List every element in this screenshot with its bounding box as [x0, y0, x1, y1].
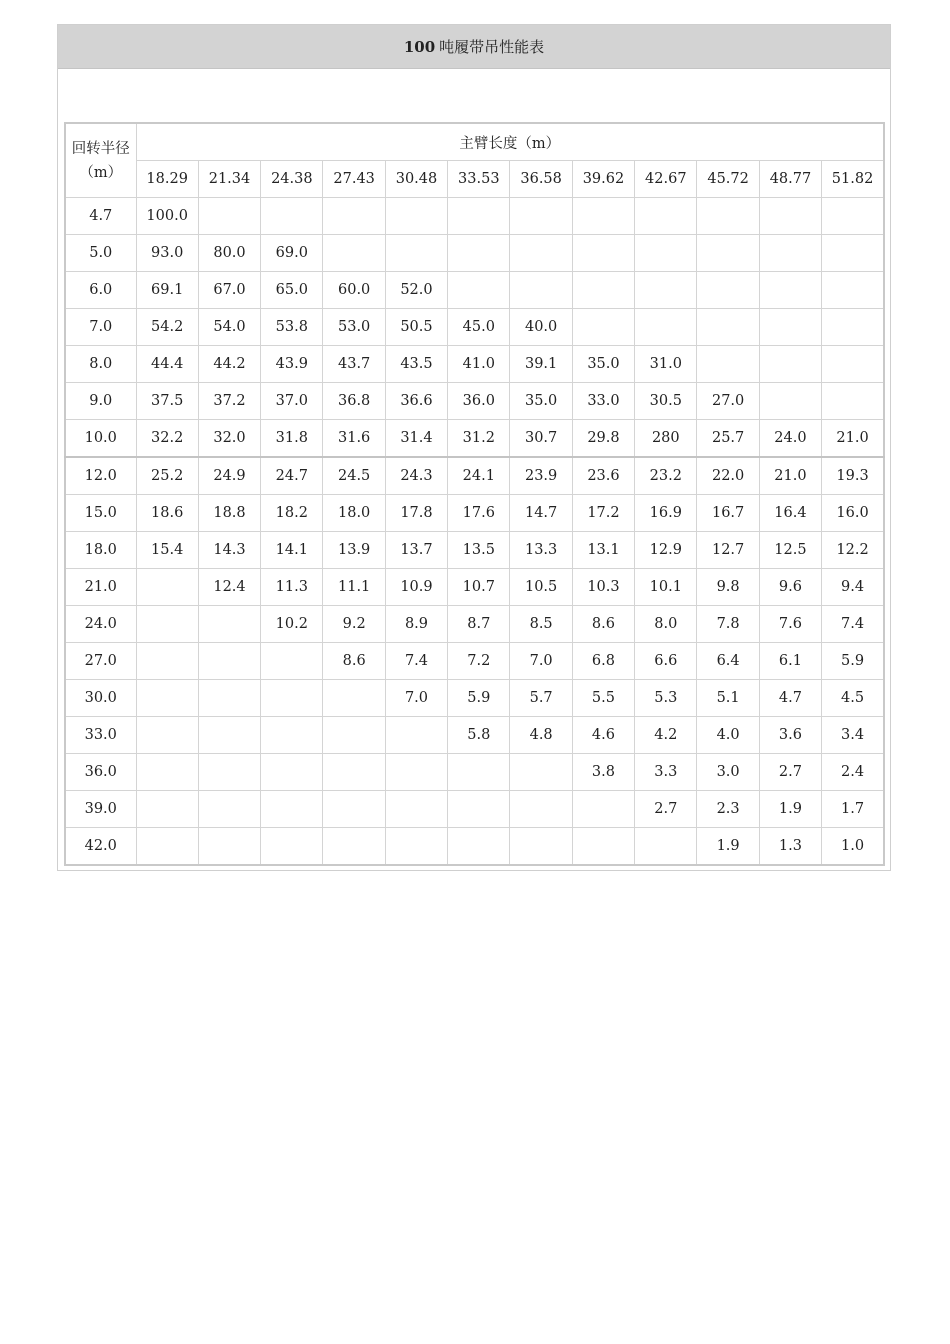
capacity-cell: 37.0	[261, 383, 323, 420]
table-row	[65, 383, 884, 420]
radius-cell: 9.0	[65, 383, 136, 420]
capacity-cell: 3.6	[759, 717, 821, 754]
capacity-cell	[385, 754, 447, 791]
capacity-cell	[572, 309, 634, 346]
capacity-cell	[136, 569, 198, 606]
table-row	[65, 309, 884, 346]
title-tonnage: 100	[403, 37, 436, 56]
radius-cell: 42.0	[65, 828, 136, 866]
radius-cell: 4.7	[65, 198, 136, 235]
capacity-cell: 14.7	[510, 495, 572, 532]
capacity-cell: 37.2	[198, 383, 260, 420]
capacity-cell: 19.3	[822, 457, 884, 495]
table-row	[65, 346, 884, 383]
capacity-cell: 25.2	[136, 457, 198, 495]
capacity-cell: 280	[635, 420, 697, 458]
capacity-cell: 35.0	[572, 346, 634, 383]
capacity-cell	[759, 346, 821, 383]
capacity-cell: 60.0	[323, 272, 385, 309]
capacity-cell	[198, 198, 260, 235]
table-row	[65, 198, 884, 235]
capacity-cell	[635, 198, 697, 235]
radius-cell: 6.0	[65, 272, 136, 309]
capacity-cell	[198, 606, 260, 643]
capacity-cell	[510, 235, 572, 272]
capacity-cell: 44.2	[198, 346, 260, 383]
radius-cell: 7.0	[65, 309, 136, 346]
capacity-cell: 10.5	[510, 569, 572, 606]
capacity-cell: 30.5	[635, 383, 697, 420]
table-row	[65, 680, 884, 717]
capacity-cell	[448, 272, 510, 309]
radius-cell: 36.0	[65, 754, 136, 791]
capacity-cell: 10.9	[385, 569, 447, 606]
radius-cell: 33.0	[65, 717, 136, 754]
capacity-cell	[323, 235, 385, 272]
capacity-cell: 7.0	[510, 643, 572, 680]
capacity-cell: 37.5	[136, 383, 198, 420]
capacity-cell: 36.8	[323, 383, 385, 420]
capacity-cell: 7.0	[385, 680, 447, 717]
capacity-cell	[448, 235, 510, 272]
capacity-cell: 43.7	[323, 346, 385, 383]
capacity-cell	[510, 828, 572, 866]
capacity-cell: 53.8	[261, 309, 323, 346]
capacity-cell: 31.8	[261, 420, 323, 458]
capacity-cell: 1.3	[759, 828, 821, 866]
capacity-cell: 50.5	[385, 309, 447, 346]
capacity-cell: 5.9	[448, 680, 510, 717]
capacity-cell	[822, 235, 884, 272]
boom-length-row	[65, 161, 884, 198]
capacity-cell: 39.1	[510, 346, 572, 383]
table-row	[65, 235, 884, 272]
header-row-top	[65, 123, 884, 161]
capacity-cell: 11.3	[261, 569, 323, 606]
capacity-cell	[323, 198, 385, 235]
capacity-cell: 65.0	[261, 272, 323, 309]
capacity-cell: 54.0	[198, 309, 260, 346]
capacity-cell	[822, 346, 884, 383]
table-row	[65, 754, 884, 791]
capacity-cell: 8.9	[385, 606, 447, 643]
capacity-cell	[635, 235, 697, 272]
capacity-cell	[198, 717, 260, 754]
boom-length-cell: 39.62	[572, 161, 634, 198]
capacity-table	[64, 122, 885, 866]
blank-row	[58, 69, 890, 122]
capacity-cell	[323, 754, 385, 791]
capacity-cell: 30.7	[510, 420, 572, 458]
capacity-cell: 24.9	[198, 457, 260, 495]
capacity-cell: 17.6	[448, 495, 510, 532]
boom-length-cell: 21.34	[198, 161, 260, 198]
capacity-cell: 12.4	[198, 569, 260, 606]
capacity-cell: 41.0	[448, 346, 510, 383]
capacity-cell	[136, 791, 198, 828]
capacity-cell	[635, 272, 697, 309]
capacity-cell: 18.0	[323, 495, 385, 532]
capacity-cell: 8.0	[635, 606, 697, 643]
boom-length-header: 主臂长度（m）	[136, 123, 884, 161]
radius-cell: 5.0	[65, 235, 136, 272]
capacity-cell: 24.5	[323, 457, 385, 495]
capacity-cell: 7.2	[448, 643, 510, 680]
capacity-cell: 24.1	[448, 457, 510, 495]
capacity-cell	[198, 828, 260, 866]
capacity-cell: 4.2	[635, 717, 697, 754]
radius-cell: 15.0	[65, 495, 136, 532]
boom-length-cell: 45.72	[697, 161, 759, 198]
capacity-cell	[635, 309, 697, 346]
radius-cell: 18.0	[65, 532, 136, 569]
capacity-cell: 45.0	[448, 309, 510, 346]
capacity-cell: 35.0	[510, 383, 572, 420]
capacity-cell	[136, 680, 198, 717]
capacity-cell	[385, 828, 447, 866]
capacity-cell	[697, 309, 759, 346]
capacity-cell	[198, 791, 260, 828]
capacity-cell: 15.4	[136, 532, 198, 569]
capacity-cell: 40.0	[510, 309, 572, 346]
capacity-cell: 29.8	[572, 420, 634, 458]
radius-cell: 21.0	[65, 569, 136, 606]
capacity-cell	[572, 198, 634, 235]
capacity-cell: 31.0	[635, 346, 697, 383]
capacity-cell	[323, 791, 385, 828]
capacity-cell: 1.9	[759, 791, 821, 828]
capacity-cell: 9.6	[759, 569, 821, 606]
capacity-cell	[572, 791, 634, 828]
capacity-cell: 5.7	[510, 680, 572, 717]
capacity-cell: 6.1	[759, 643, 821, 680]
capacity-cell: 44.4	[136, 346, 198, 383]
capacity-cell	[448, 791, 510, 828]
capacity-cell	[136, 643, 198, 680]
capacity-cell: 31.4	[385, 420, 447, 458]
capacity-cell: 6.6	[635, 643, 697, 680]
capacity-cell: 1.7	[822, 791, 884, 828]
capacity-cell: 3.8	[572, 754, 634, 791]
capacity-cell: 12.2	[822, 532, 884, 569]
capacity-cell: 18.2	[261, 495, 323, 532]
boom-length-cell: 30.48	[385, 161, 447, 198]
capacity-cell: 2.4	[822, 754, 884, 791]
capacity-cell: 10.2	[261, 606, 323, 643]
capacity-cell: 43.5	[385, 346, 447, 383]
capacity-cell: 12.9	[635, 532, 697, 569]
capacity-cell: 8.5	[510, 606, 572, 643]
capacity-cell: 6.4	[697, 643, 759, 680]
radius-cell: 10.0	[65, 420, 136, 458]
capacity-cell	[697, 198, 759, 235]
capacity-cell	[510, 754, 572, 791]
radius-cell: 8.0	[65, 346, 136, 383]
capacity-cell: 4.6	[572, 717, 634, 754]
capacity-cell: 2.7	[759, 754, 821, 791]
capacity-cell	[136, 754, 198, 791]
title-text: 吨履带吊性能表	[439, 38, 545, 56]
capacity-cell: 53.0	[323, 309, 385, 346]
capacity-cell: 18.8	[198, 495, 260, 532]
capacity-cell: 5.1	[697, 680, 759, 717]
capacity-cell: 23.9	[510, 457, 572, 495]
table-row	[65, 495, 884, 532]
table-row	[65, 791, 884, 828]
capacity-cell: 21.0	[822, 420, 884, 458]
radius-header	[65, 123, 136, 198]
table-row	[65, 532, 884, 569]
capacity-cell: 93.0	[136, 235, 198, 272]
capacity-cell	[448, 198, 510, 235]
capacity-cell: 100.0	[136, 198, 198, 235]
radius-header-line2: （m）	[79, 164, 123, 181]
capacity-cell: 17.2	[572, 495, 634, 532]
capacity-cell: 69.0	[261, 235, 323, 272]
capacity-cell	[323, 717, 385, 754]
capacity-cell: 52.0	[385, 272, 447, 309]
capacity-cell	[385, 235, 447, 272]
capacity-cell: 14.1	[261, 532, 323, 569]
panel-title	[58, 25, 890, 69]
capacity-cell: 31.2	[448, 420, 510, 458]
capacity-cell	[510, 791, 572, 828]
capacity-cell	[261, 791, 323, 828]
capacity-cell: 8.7	[448, 606, 510, 643]
capacity-cell: 54.2	[136, 309, 198, 346]
capacity-cell	[198, 754, 260, 791]
table-row	[65, 643, 884, 680]
capacity-cell: 2.3	[697, 791, 759, 828]
capacity-cell: 7.8	[697, 606, 759, 643]
capacity-cell: 25.7	[697, 420, 759, 458]
radius-cell: 27.0	[65, 643, 136, 680]
capacity-cell: 9.4	[822, 569, 884, 606]
capacity-cell	[261, 754, 323, 791]
capacity-cell	[448, 828, 510, 866]
capacity-cell: 1.0	[822, 828, 884, 866]
capacity-cell: 13.7	[385, 532, 447, 569]
capacity-cell	[635, 828, 697, 866]
capacity-cell: 10.1	[635, 569, 697, 606]
capacity-cell: 13.5	[448, 532, 510, 569]
capacity-cell	[759, 198, 821, 235]
capacity-cell: 33.0	[572, 383, 634, 420]
capacity-cell: 21.0	[759, 457, 821, 495]
capacity-cell	[759, 383, 821, 420]
capacity-cell	[759, 272, 821, 309]
boom-length-cell: 51.82	[822, 161, 884, 198]
capacity-cell	[822, 383, 884, 420]
capacity-cell: 9.8	[697, 569, 759, 606]
capacity-cell: 11.1	[323, 569, 385, 606]
capacity-cell: 80.0	[198, 235, 260, 272]
capacity-cell	[572, 235, 634, 272]
capacity-cell	[323, 680, 385, 717]
capacity-cell: 10.3	[572, 569, 634, 606]
capacity-cell: 5.8	[448, 717, 510, 754]
radius-cell: 39.0	[65, 791, 136, 828]
capacity-cell: 22.0	[697, 457, 759, 495]
capacity-cell: 13.3	[510, 532, 572, 569]
capacity-cell	[448, 754, 510, 791]
capacity-cell: 24.7	[261, 457, 323, 495]
capacity-cell	[759, 235, 821, 272]
table-row	[65, 606, 884, 643]
capacity-cell	[822, 272, 884, 309]
capacity-cell	[323, 828, 385, 866]
capacity-cell	[510, 198, 572, 235]
capacity-cell: 5.3	[635, 680, 697, 717]
capacity-cell	[198, 643, 260, 680]
capacity-cell	[697, 346, 759, 383]
capacity-cell	[385, 198, 447, 235]
capacity-cell	[136, 606, 198, 643]
capacity-cell: 18.6	[136, 495, 198, 532]
boom-length-cell: 48.77	[759, 161, 821, 198]
capacity-cell	[510, 272, 572, 309]
capacity-cell: 16.4	[759, 495, 821, 532]
table-row	[65, 569, 884, 606]
capacity-cell: 13.1	[572, 532, 634, 569]
table-row	[65, 272, 884, 309]
capacity-cell: 3.4	[822, 717, 884, 754]
capacity-cell: 5.9	[822, 643, 884, 680]
capacity-cell: 36.6	[385, 383, 447, 420]
capacity-cell	[697, 272, 759, 309]
capacity-cell	[261, 717, 323, 754]
capacity-cell	[759, 309, 821, 346]
boom-length-cell: 24.38	[261, 161, 323, 198]
capacity-cell: 43.9	[261, 346, 323, 383]
capacity-cell: 6.8	[572, 643, 634, 680]
capacity-cell	[198, 680, 260, 717]
capacity-cell: 7.4	[822, 606, 884, 643]
boom-length-cell: 33.53	[448, 161, 510, 198]
capacity-cell	[261, 643, 323, 680]
capacity-cell: 24.3	[385, 457, 447, 495]
capacity-cell	[822, 309, 884, 346]
capacity-cell: 10.7	[448, 569, 510, 606]
capacity-cell: 8.6	[323, 643, 385, 680]
capacity-cell: 16.0	[822, 495, 884, 532]
crane-capacity-panel	[57, 24, 891, 871]
capacity-cell: 31.6	[323, 420, 385, 458]
boom-length-cell: 27.43	[323, 161, 385, 198]
capacity-cell	[261, 680, 323, 717]
capacity-cell: 8.6	[572, 606, 634, 643]
capacity-cell	[385, 717, 447, 754]
capacity-cell: 1.9	[697, 828, 759, 866]
radius-cell: 12.0	[65, 457, 136, 495]
capacity-cell: 4.0	[697, 717, 759, 754]
capacity-cell: 14.3	[198, 532, 260, 569]
capacity-cell: 17.8	[385, 495, 447, 532]
capacity-cell: 16.9	[635, 495, 697, 532]
capacity-cell: 23.2	[635, 457, 697, 495]
capacity-cell	[261, 198, 323, 235]
capacity-cell	[136, 828, 198, 866]
radius-header-line1: 回转半径	[71, 140, 130, 157]
capacity-cell: 12.5	[759, 532, 821, 569]
capacity-cell: 9.2	[323, 606, 385, 643]
capacity-cell	[822, 198, 884, 235]
radius-cell: 24.0	[65, 606, 136, 643]
boom-length-cell: 42.67	[635, 161, 697, 198]
capacity-cell: 5.5	[572, 680, 634, 717]
capacity-cell: 4.5	[822, 680, 884, 717]
capacity-cell: 23.6	[572, 457, 634, 495]
capacity-cell: 36.0	[448, 383, 510, 420]
table-row	[65, 828, 884, 866]
capacity-cell	[261, 828, 323, 866]
capacity-cell	[572, 828, 634, 866]
table-row	[65, 457, 884, 495]
boom-length-cell: 18.29	[136, 161, 198, 198]
capacity-cell: 32.0	[198, 420, 260, 458]
radius-cell: 30.0	[65, 680, 136, 717]
capacity-cell: 12.7	[697, 532, 759, 569]
capacity-cell: 3.3	[635, 754, 697, 791]
table-row	[65, 717, 884, 754]
capacity-cell	[697, 235, 759, 272]
capacity-cell: 69.1	[136, 272, 198, 309]
capacity-cell	[572, 272, 634, 309]
capacity-cell: 13.9	[323, 532, 385, 569]
capacity-cell: 7.6	[759, 606, 821, 643]
table-row	[65, 420, 884, 458]
capacity-cell: 3.0	[697, 754, 759, 791]
capacity-cell	[136, 717, 198, 754]
capacity-cell: 4.8	[510, 717, 572, 754]
capacity-cell: 32.2	[136, 420, 198, 458]
boom-length-cell: 36.58	[510, 161, 572, 198]
capacity-cell: 27.0	[697, 383, 759, 420]
capacity-cell: 24.0	[759, 420, 821, 458]
capacity-cell: 16.7	[697, 495, 759, 532]
capacity-cell: 7.4	[385, 643, 447, 680]
capacity-cell: 67.0	[198, 272, 260, 309]
capacity-cell: 2.7	[635, 791, 697, 828]
capacity-cell	[385, 791, 447, 828]
capacity-cell: 4.7	[759, 680, 821, 717]
